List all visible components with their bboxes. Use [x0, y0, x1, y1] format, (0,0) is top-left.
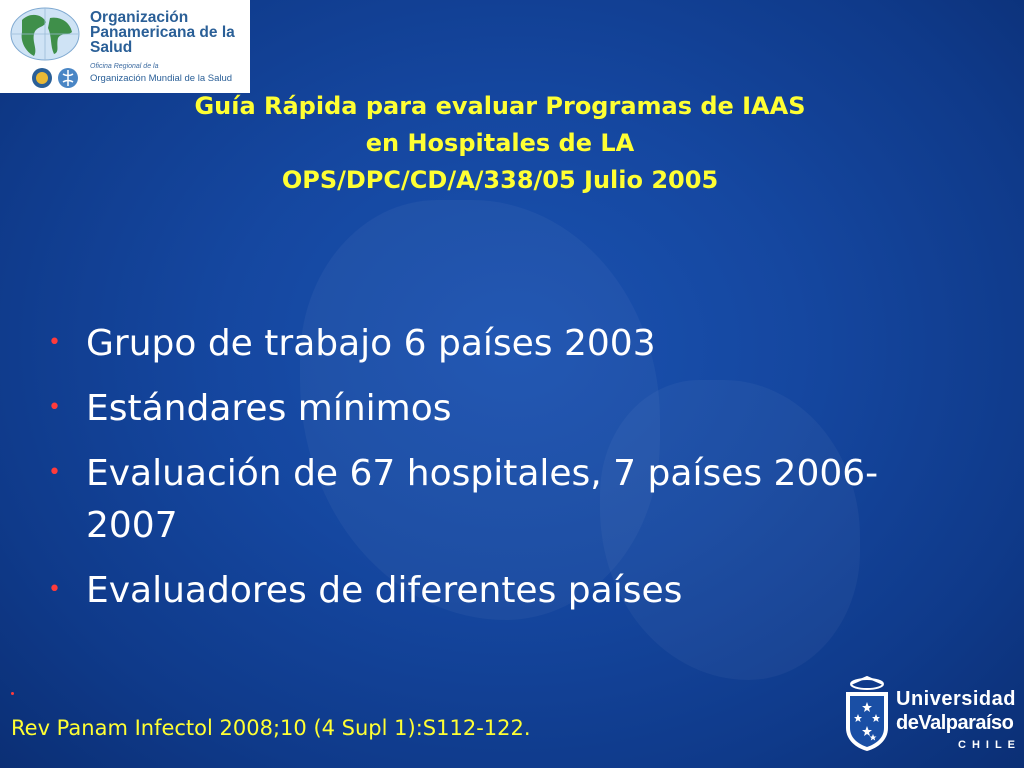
reference-mark	[11, 692, 14, 695]
bullet-item	[48, 565, 928, 617]
title-line-1: Guía Rápida para evaluar Programas de IAAS	[194, 92, 806, 120]
university-crest-icon	[842, 676, 892, 752]
paho-name: Organización Panamericana de la Salud	[90, 9, 235, 56]
title-line-3: OPS/DPC/CD/A/338/05 Julio 2005	[281, 166, 719, 194]
bullet-text: Estándares mínimos	[86, 388, 452, 429]
bullet-item	[48, 318, 928, 370]
university-country: CHILE	[958, 739, 1021, 751]
globe-icon	[8, 6, 82, 62]
slide-title	[90, 88, 910, 199]
bullet-dot-icon: •	[48, 330, 61, 355]
bullet-dot-icon: •	[48, 460, 61, 485]
reference-citation: Rev Panam Infectol 2008;10 (4 Supl 1):S112-122.	[11, 716, 531, 740]
paho-subtitle-1: Oficina Regional de la	[90, 63, 159, 70]
bullet-dot-icon: •	[48, 395, 61, 420]
bullet-text: Evaluación de 67 hospitales, 7 países 2006-2007	[86, 453, 879, 546]
university-name-line-1: Universidad	[896, 688, 1016, 710]
bullet-text: Evaluadores de diferentes países	[86, 570, 683, 611]
bullet-list	[48, 318, 928, 630]
paho-subtitle-2: Organización Mundial de la Salud	[90, 73, 233, 84]
university-name-line-2: deValparaíso	[896, 712, 1014, 734]
bullet-text: Grupo de trabajo 6 países 2003	[86, 323, 656, 364]
paho-emblem-icon	[30, 66, 82, 90]
university-logo	[838, 672, 1021, 762]
bullet-item	[48, 448, 906, 552]
title-line-2: en Hospitales de LA	[365, 129, 635, 157]
paho-logo	[0, 0, 250, 93]
bullet-item	[48, 383, 928, 435]
bullet-dot-icon: •	[48, 577, 61, 602]
